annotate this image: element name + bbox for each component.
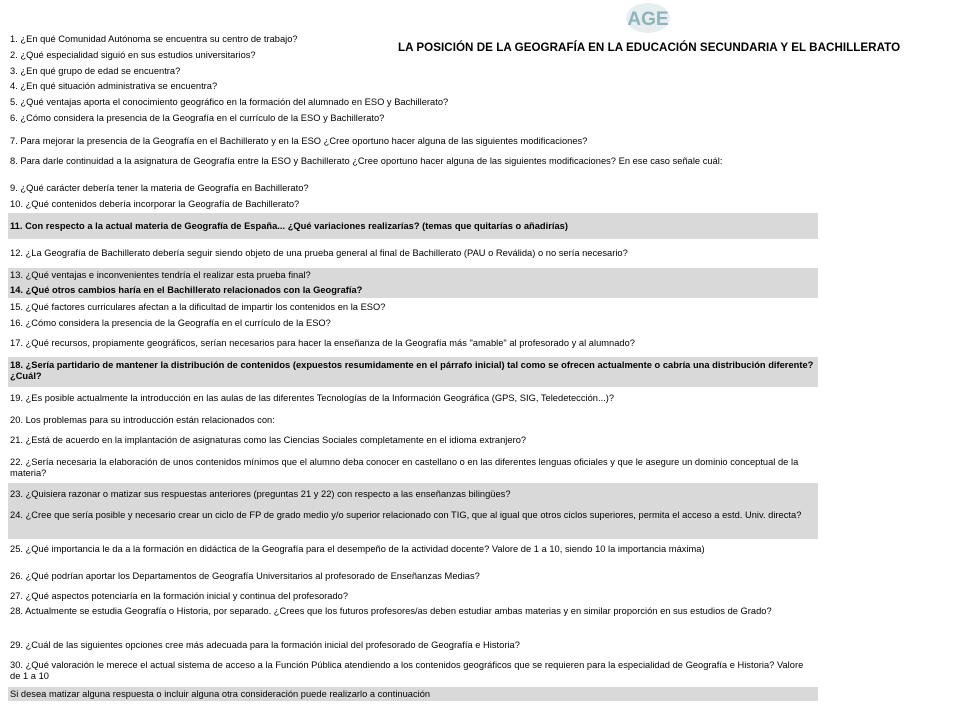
question-28: 28. Actualmente se estudia Geografía o Historia, por separado. ¿Crees que los futuros profesores/as deben estudiar ambas materias y en similar proporción en sus estudios de Grado? [10,606,772,616]
page-title: LA POSICIÓN DE LA GEOGRAFÍA EN LA EDUCACIÓN SECUNDARIA Y EL BACHILLERATO [398,41,901,54]
question-4: 4. ¿En qué situación administrativa se encuentra? [10,81,218,91]
question-16: 16. ¿Cómo considera la presencia de la Geografía en el currículo de la ESO? [10,318,331,328]
question-9: 9. ¿Qué carácter debería tener la materia de Geografía en Bachillerato? [10,183,309,193]
question-5: 5. ¿Qué ventajas aporta el conocimiento geográfico en la formación del alumnado en ESO y Bachillerato? [10,97,449,107]
question-12: 12. ¿La Geografía de Bachillerato debería seguir siendo objeto de una prueba general al final de Bachillerato (PAU o Reválida) o no sería necesario? [10,248,628,258]
question-19: 19. ¿Es posible actualmente la introducción en las aulas de las diferentes Tecnologías de la Información Geográfica (GPS, SIG, Teledetección...)? [10,393,615,403]
question-6: 6. ¿Cómo considera la presencia de la Geografía en el currículo de la ESO y Bachillerato? [10,113,385,123]
question-24: 24. ¿Cree que sería posible y necesario crear un ciclo de FP de grado medio y/o superior relacionado con TIG, que al igual que otros ciclos superiores, permita el acceso a estd. Univ. directa? [10,510,802,520]
question-25: 25. ¿Qué importancia le da a la formación en didáctica de la Geografía para el desempeño de la actividad docente? Valore de 1 a 10, siendo 10 la importancia máxima) [10,544,705,554]
question-26: 26. ¿Qué podrían aportar los Departamentos de Geografía Universitarios al profesorado de Enseñanzas Medias? [10,571,480,581]
question-11: 11. Con respecto a la actual materia de Geografía de España... ¿Qué variaciones realizarías? (temas que quitarías o añadirías) [10,221,568,231]
question-2: 2. ¿Qué especialidad siguió en sus estudios universitarios? [10,50,256,60]
question-29: 29. ¿Cuál de las siguientes opciones cree más adecuada para la formación inicial del profesorado de Geografía e Historia? [10,640,520,650]
question-8: 8. Para darle continuidad a la asignatura de Geografía entre la ESO y Bachillerato ¿Cree oportuno hacer alguna de las siguientes modificaciones? En ese caso señale cuál: [10,156,723,166]
closing-note: Si desea matizar alguna respuesta o incluir alguna otra consideración puede realizarlo a continuación [10,689,431,699]
question-17: 17. ¿Qué recursos, propiamente geográficos, serían necesarios para hacer la enseñanza de la Geografía más "amable" al profesorado y al alumnado? [10,338,635,348]
question-27: 27. ¿Qué aspectos potenciaría en la formación inicial y continua del profesorado? [10,591,349,601]
question-30: 30. ¿Qué valoración le merece el actual sistema de acceso a la Función Pública atendiendo a los contenidos geográficos que se requieren para la especialidad de Geografía e Historia? Valore de 1 a 10 [10,660,804,681]
question-14: 14. ¿Qué otros cambios haría en el Bachillerato relacionados con la Geografía? [10,285,363,295]
question-3: 3. ¿En qué grupo de edad se encuentra? [10,66,181,76]
age-logo [619,1,677,35]
question-10: 10. ¿Qué contenidos debería incorporar la Geografía de Bachillerato? [10,199,300,209]
logo-text: AGE [627,9,669,30]
question-13: 13. ¿Qué ventajas e inconvenientes tendría el realizar esta prueba final? [10,270,311,280]
question-23: 23. ¿Quisiera razonar o matizar sus respuestas anteriores (preguntas 21 y 22) con respecto a las enseñanzas bilingües? [10,489,511,499]
question-1: 1. ¿En qué Comunidad Autónoma se encuentra su centro de trabajo? [10,34,298,44]
question-18: 18. ¿Sería partidario de mantener la distribución de contenidos (expuestos resumidamente en el párrafo inicial) tal como se ofrecen actualmente o cabría una distribución diferente? ¿Cuál? [10,360,814,381]
question-7: 7. Para mejorar la presencia de la Geografía en el Bachillerato y en la ESO ¿Cree oportuno hacer alguna de las siguientes modificaciones? [10,136,588,146]
question-22: 22. ¿Sería necesaria la elaboración de unos contenidos mínimos que el alumno deba conocer en castellano o en las diferentes lenguas oficiales y que le asegure un dominio conceptual de la materia? [10,457,799,478]
question-15: 15. ¿Qué factores curriculares afectan a la dificultad de impartir los contenidos en la ESO? [10,302,386,312]
question-20: 20. Los problemas para su introducción están relacionados con: [10,415,275,425]
question-21: 21. ¿Está de acuerdo en la implantación de asignaturas como las Ciencias Sociales completamente en el idioma extranjero? [10,435,527,445]
